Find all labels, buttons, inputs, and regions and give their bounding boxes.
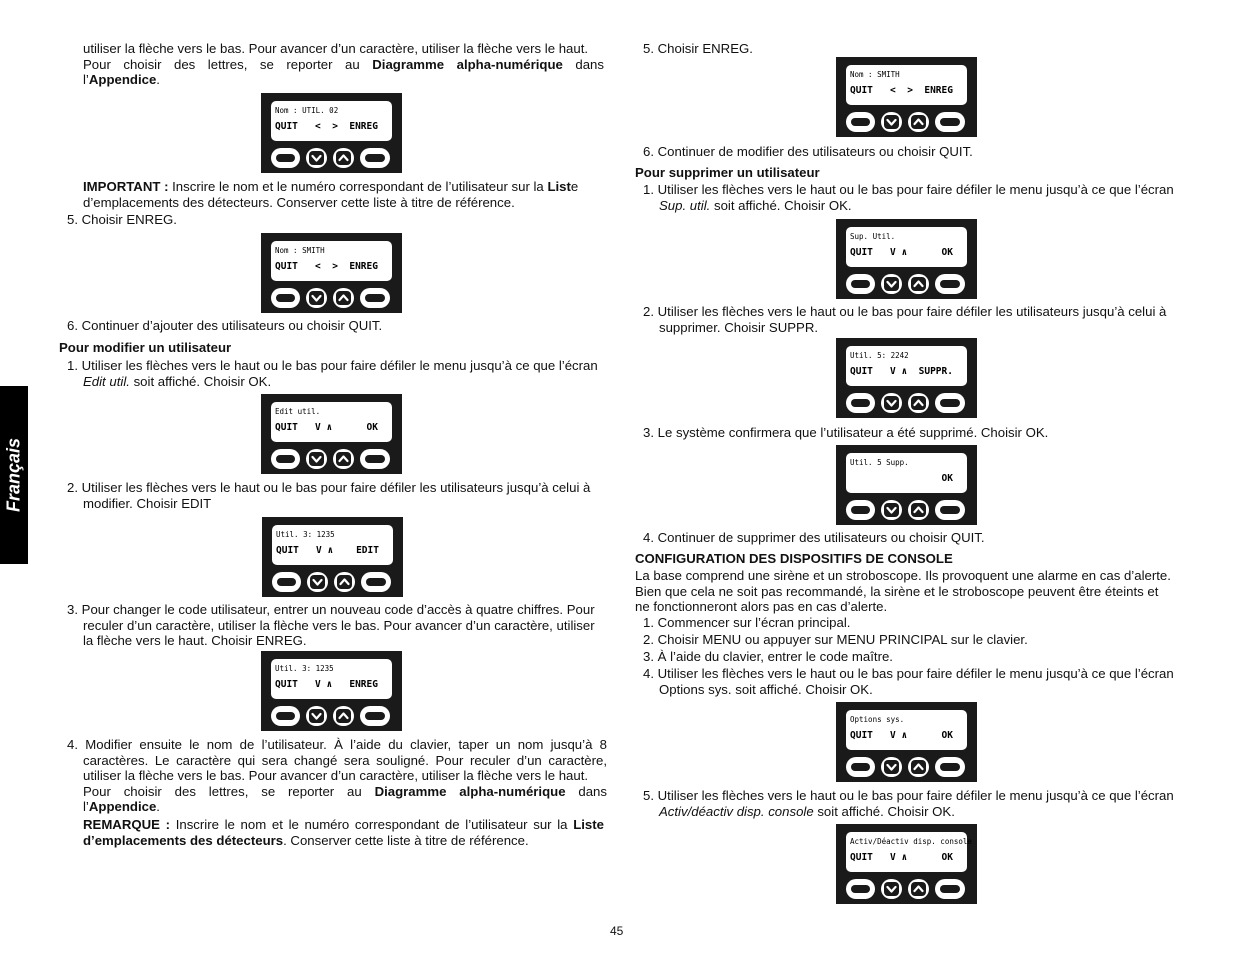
lcd-screen (272, 525, 393, 565)
lcd-screen (271, 101, 392, 141)
up-arrow-key (908, 274, 929, 294)
right-step-5-save: 5. Choisir ENREG. (643, 41, 753, 56)
keypad-device (261, 394, 402, 474)
right-softkey (360, 706, 390, 726)
keypad-device (836, 219, 977, 299)
lcd-line-1: Nom : UTIL. 02 (275, 106, 339, 115)
remarque-label: REMARQUE : (83, 817, 171, 832)
lcd-screen (846, 453, 967, 493)
lcd-line-1: Nom : SMITH (850, 70, 900, 79)
lcd-line-2: QUIT V ∧ OK (850, 247, 953, 258)
lcd-line-2: QUIT V ∧ ENREG (275, 679, 378, 690)
right-softkey (360, 148, 390, 168)
left-softkey (846, 112, 875, 132)
right-softkey (360, 449, 390, 469)
left-softkey (846, 500, 875, 520)
down-arrow-key (881, 112, 902, 132)
left-softkey (271, 148, 300, 168)
modify-step-2: 2. Utiliser les flèches vers le haut ou le bas pour faire défiler les utilisateurs jusqu’à celui à modifier. Choisir EDIT (67, 480, 591, 511)
lcd-line-2: QUIT < > ENREG (275, 261, 378, 272)
lcd-screen (846, 832, 972, 872)
left-softkey (272, 572, 301, 592)
intro-line-1: utiliser la flèche vers le bas. Pour avancer d’un caractère, utiliser la flèche vers le haut. (83, 41, 589, 56)
heading-modify-user: Pour modifier un utilisateur (59, 340, 232, 355)
config-step-4: 4. Utiliser les flèches vers le haut ou le bas pour faire défiler le menu jusqu’à ce que l’écran Options sys. soit affiché. Choisir OK. (643, 666, 1174, 697)
right-softkey (935, 879, 965, 899)
right-softkey (935, 393, 965, 413)
up-arrow-key (333, 148, 354, 168)
lcd-line-2: QUIT V ∧ EDIT (276, 545, 379, 556)
right-step-6-continue: 6. Continuer de modifier des utilisateurs ou choisir QUIT. (643, 144, 973, 159)
left-softkey (846, 393, 875, 413)
right-softkey (935, 500, 965, 520)
config-step-1: 1. Commencer sur l’écran principal. (643, 615, 851, 630)
keypad-device (836, 57, 977, 137)
important-line-2: d’emplacements des détecteurs. Conserver cette liste à titre de référence. (83, 194, 515, 210)
lcd-line-1: Util. 5 Supp. (850, 458, 909, 467)
heading-delete-user: Pour supprimer un utilisateur (635, 165, 820, 180)
lcd-line-2: QUIT V ∧ OK (850, 730, 953, 741)
left-softkey (846, 879, 875, 899)
keypad-device (836, 824, 977, 904)
step-5-save: 5. Choisir ENREG. (67, 212, 177, 227)
right-softkey (361, 572, 391, 592)
left-softkey (271, 288, 300, 308)
up-arrow-key (334, 572, 355, 592)
lcd-screen (846, 710, 967, 750)
step-6-continue: 6. Continuer d’ajouter des utilisateurs ou choisir QUIT. (67, 318, 383, 333)
left-softkey (271, 706, 300, 726)
down-arrow-key (881, 274, 902, 294)
lcd-line-2: QUIT V ∧ OK (850, 852, 953, 863)
left-softkey (846, 274, 875, 294)
lcd-screen (271, 659, 392, 699)
right-softkey (935, 112, 965, 132)
delete-step-3: 3. Le système confirmera que l’utilisateur a été supprimé. Choisir OK. (643, 425, 1049, 440)
right-softkey (935, 274, 965, 294)
modify-step-3: 3. Pour changer le code utilisateur, entrer un nouveau code d’accès à quatre chiffres. Pour reculer d’un caractère, utiliser la flèche vers le bas. Pour avancer d’un caractère, utiliser la flèche vers le haut. Choisir ENREG. (67, 602, 595, 648)
lcd-screen (846, 346, 967, 386)
lcd-line-1: Options sys. (850, 715, 905, 724)
language-label: Français (3, 437, 24, 513)
delete-step-2: 2. Utiliser les flèches vers le haut ou le bas pour faire défiler les utilisateurs jusqu’à celui à supprimer. Choisir SUPPR. (643, 304, 1167, 335)
delete-step-4: 4. Continuer de supprimer des utilisateurs ou choisir QUIT. (643, 530, 985, 545)
lcd-line-2: OK (850, 473, 953, 484)
lcd-line-1: Util. 5: 2242 (850, 351, 909, 360)
config-step-5: 5. Utiliser les flèches vers le haut ou le bas pour faire défiler le menu jusqu’à ce que l’écran Activ/déactiv disp. console soit affiché. Choisir OK. (643, 788, 1174, 819)
keypad-device (261, 233, 402, 313)
keypad-device (836, 338, 977, 418)
lcd-line-2: QUIT < > ENREG (275, 121, 378, 132)
up-arrow-key (908, 112, 929, 132)
lcd-screen (271, 402, 392, 442)
down-arrow-key (306, 288, 327, 308)
up-arrow-key (908, 879, 929, 899)
up-arrow-key (908, 757, 929, 777)
up-arrow-key (333, 288, 354, 308)
down-arrow-key (881, 879, 902, 899)
config-step-3: 3. À l’aide du clavier, entrer le code maître. (643, 649, 893, 664)
language-side-tab (0, 386, 28, 564)
intro-line-3: l’Appendice. (83, 72, 160, 87)
up-arrow-key (333, 449, 354, 469)
intro-line-2: Pour choisir des lettres, se reporter au Diagramme alpha-numérique dans (83, 56, 604, 72)
lcd-line-1: Util. 3: 1235 (275, 664, 334, 673)
keypad-device (261, 93, 402, 173)
page-number: 45 (610, 924, 624, 938)
lcd-line-1: Util. 3: 1235 (276, 530, 335, 539)
down-arrow-key (306, 449, 327, 469)
keypad-device (836, 445, 977, 525)
modify-step-1: 1. Utiliser les flèches vers le haut ou le bas pour faire défiler le menu jusqu’à ce que l’écran Edit util. soit affiché. Choisir OK. (67, 358, 598, 389)
important-label: IMPORTANT : (83, 179, 169, 194)
down-arrow-key (306, 706, 327, 726)
lcd-screen (846, 65, 967, 105)
down-arrow-key (307, 572, 328, 592)
right-softkey (360, 288, 390, 308)
down-arrow-key (881, 500, 902, 520)
lcd-screen (846, 227, 967, 267)
heading-console-config: CONFIGURATION DES DISPOSITIFS DE CONSOLE (635, 551, 953, 566)
down-arrow-key (306, 148, 327, 168)
lcd-line-2: QUIT V ∧ SUPPR. (850, 366, 953, 377)
lcd-line-1: Sup. Util. (850, 232, 896, 241)
remarque-note: REMARQUE : Inscrire le nom et le numéro correspondant de l’utilisateur sur la Liste d’emplacements des détecteurs. Conserver cette liste à titre de référence. (83, 817, 604, 848)
keypad-device (261, 651, 402, 731)
right-softkey (935, 757, 965, 777)
down-arrow-key (881, 393, 902, 413)
left-softkey (846, 757, 875, 777)
up-arrow-key (333, 706, 354, 726)
important-note: IMPORTANT : Inscrire le nom et le numéro correspondant de l’utilisateur sur la Liste d’emplacements des détecteurs. Conserver cette liste à titre de référence. (83, 179, 604, 210)
lcd-screen (271, 241, 392, 281)
intro-paragraph (83, 41, 604, 88)
delete-step-1: 1. Utiliser les flèches vers le haut ou le bas pour faire défiler le menu jusqu’à ce que l’écran Sup. util. soit affiché. Choisir OK. (643, 182, 1174, 213)
lcd-line-1: Nom : SMITH (275, 246, 325, 255)
lcd-line-2: QUIT V ∧ OK (275, 422, 378, 433)
modify-step-4: 4. Modifier ensuite le nom de l’utilisateur. À l’aide du clavier, taper un nom jusqu’à 8 caractères. Le caractère qui sera changé sera souligné. Pour reculer d’un caractère, utiliser la flèche vers le bas. Pour avancer d’un caractère, utiliser la flèche vers le haut. Pour choisir des lettres, se reporter au Diagramme alpha-numérique dans l’Appendice. (67, 737, 607, 814)
down-arrow-key (881, 757, 902, 777)
lcd-line-2: QUIT < > ENREG (850, 85, 953, 96)
keypad-device (262, 517, 403, 597)
lcd-line-1: Activ/Déactiv disp. console (850, 837, 972, 846)
keypad-device (836, 702, 977, 782)
config-intro: La base comprend une sirène et un stroboscope. Ils provoquent une alarme en cas d’alerte. Bien que cela ne soit pas recommandé, la sirène et le stroboscope peuvent être éteints et ne fonctionneront alors pas en cas d’alerte. (635, 568, 1171, 614)
config-step-2: 2. Choisir MENU ou appuyer sur MENU PRINCIPAL sur le clavier. (643, 632, 1028, 647)
up-arrow-key (908, 500, 929, 520)
left-softkey (271, 449, 300, 469)
lcd-line-1: Edit util. (275, 407, 321, 416)
up-arrow-key (908, 393, 929, 413)
